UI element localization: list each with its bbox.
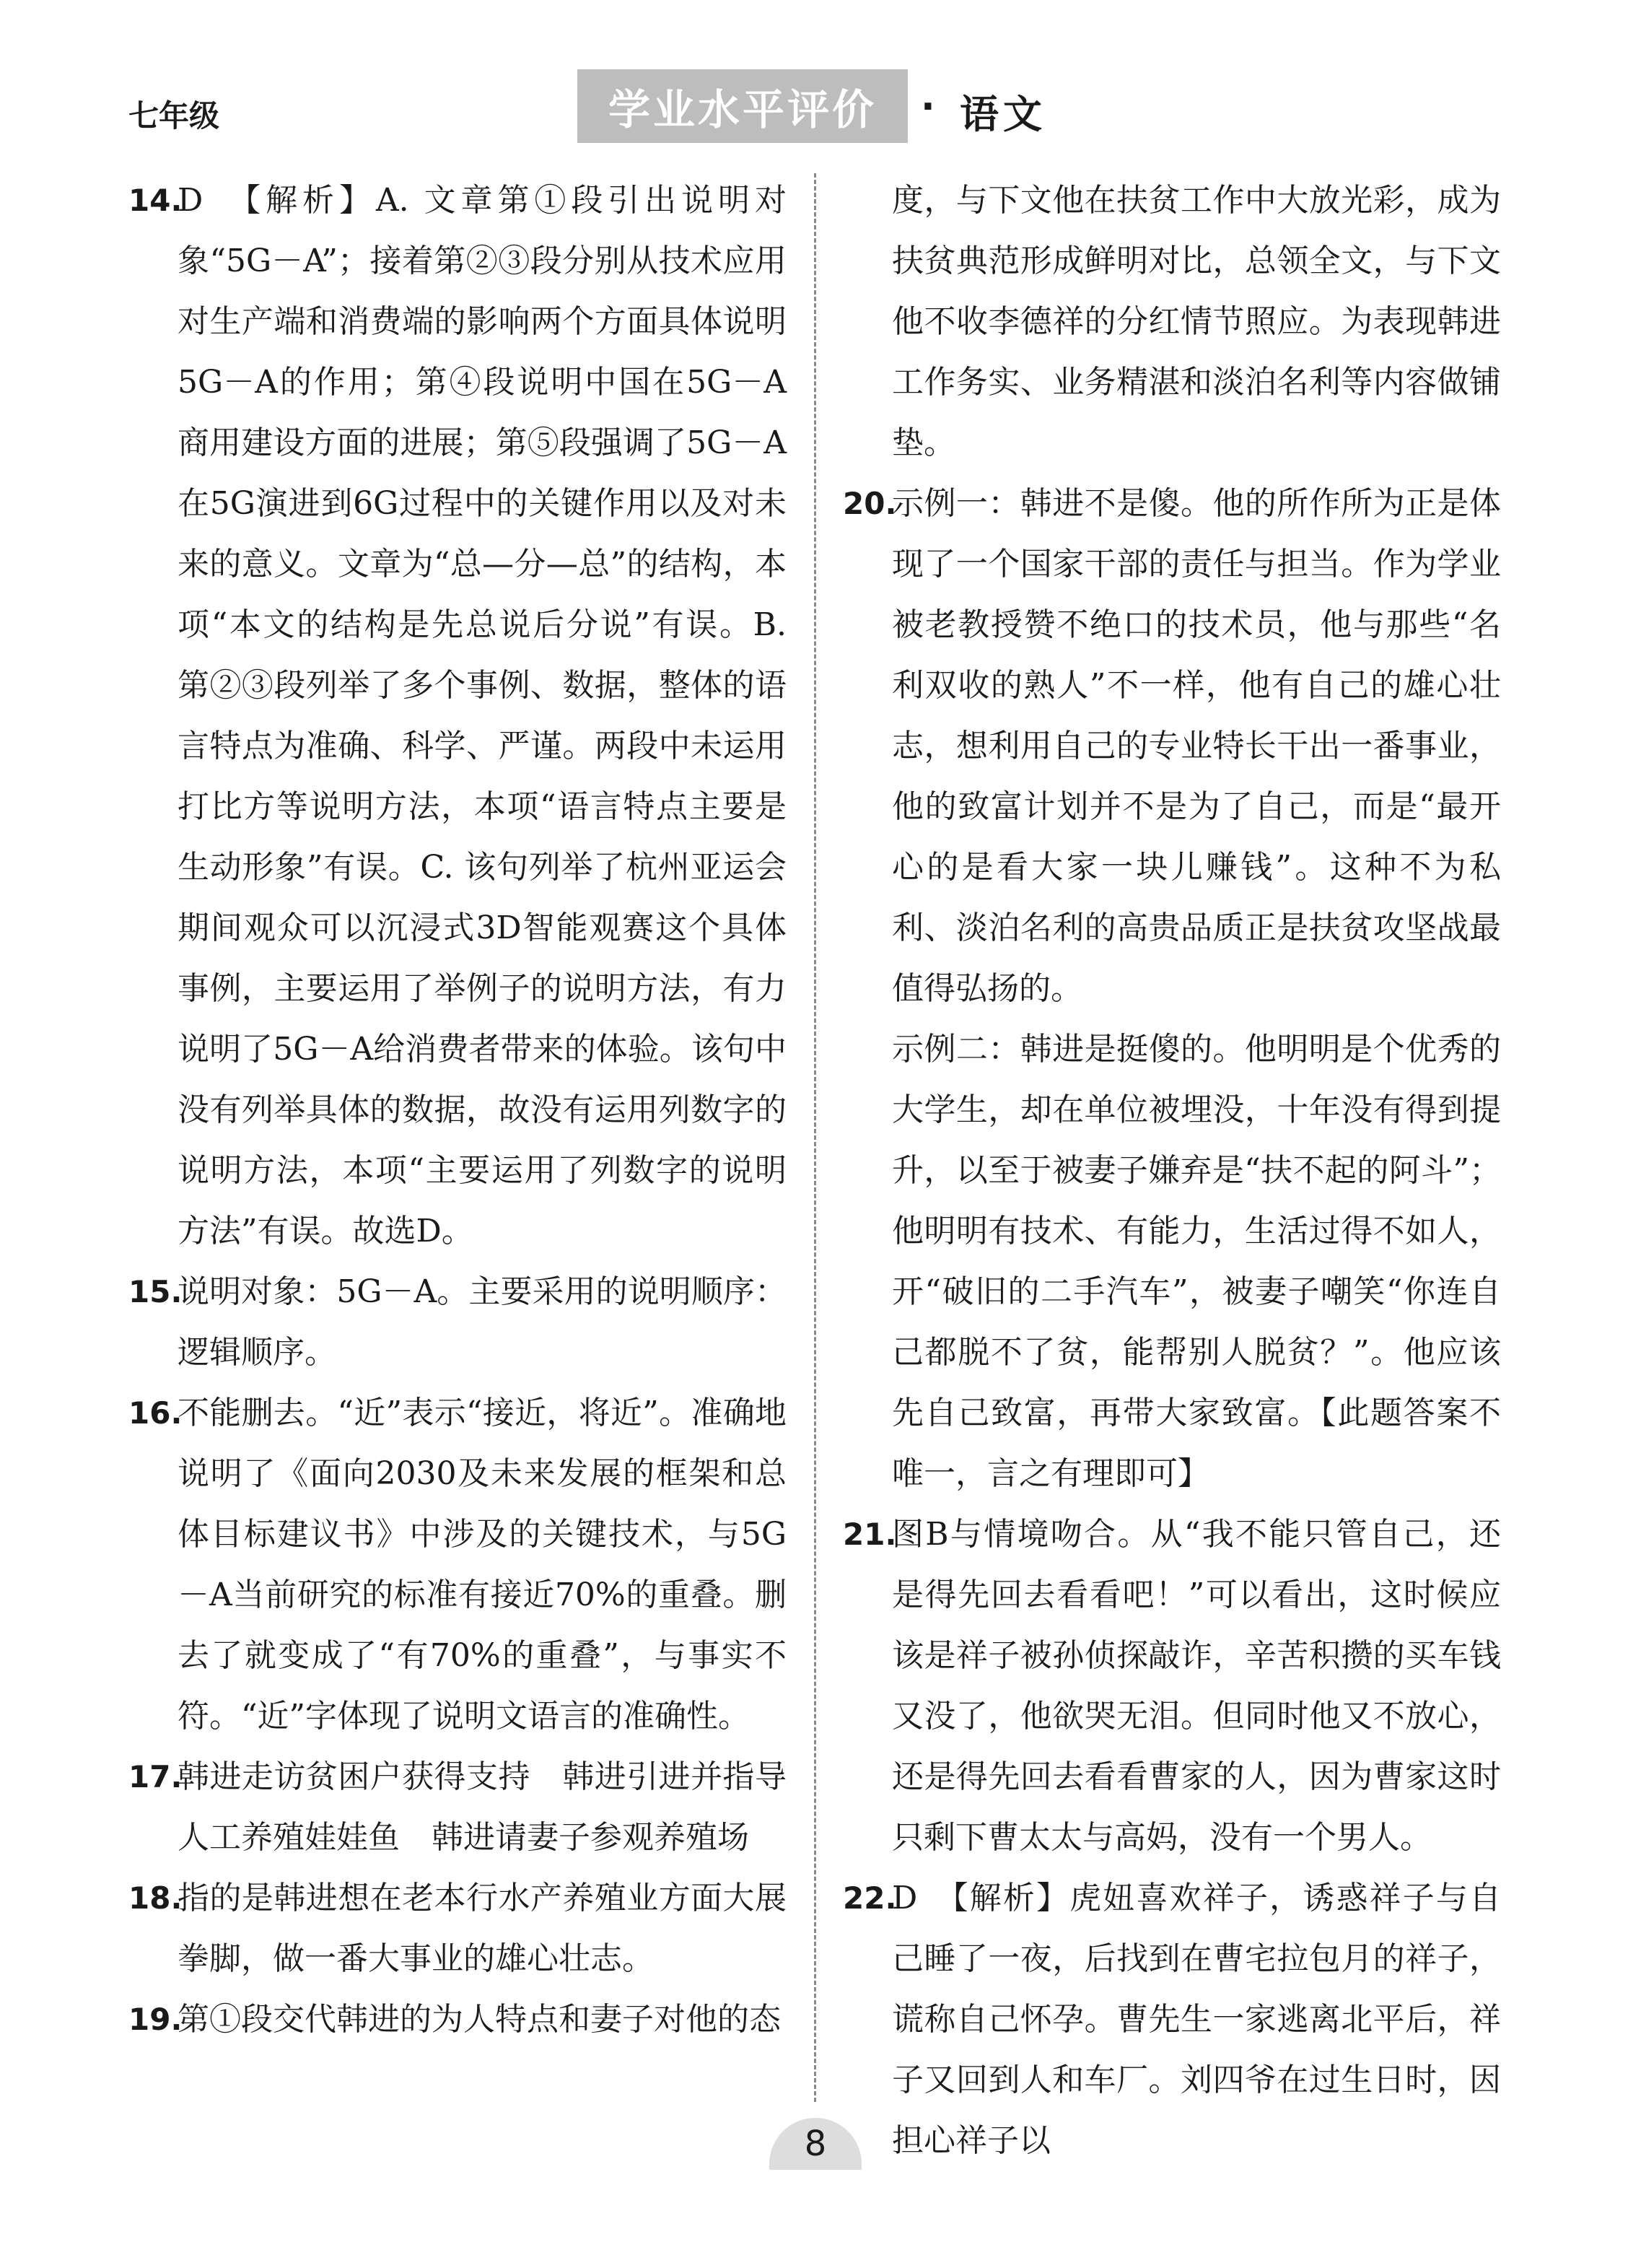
- answer-text: 不能删去。“近”表示“接近，将近”。准确地说明了《面向2030及未来发展的框架和总体目标建议书》中涉及的关键技术，与5G－A当前研究的标准有接近70%的重叠。删去了就变成了“有70%的重叠”，与事实不符。“近”字体现了说明文语言的准确性。: [178, 1395, 787, 1735]
- answer-text: 第①段交代韩进的为人特点和妻子对他的态: [178, 2001, 781, 2038]
- answer-19-continued: 度，与下文他在扶贫工作中大放光彩，成为扶贫典范形成鲜明对比，总领全文，与下文他不收李德祥的分红情节照应。为表现韩进工作务实、业务精湛和淡泊名利等内容做铺垫。: [892, 182, 1501, 461]
- answer-text: 示例一：韩进不是傻。他的所作所为正是体现了一个国家干部的责任与担当。作为学业被老教授赞不绝口的技术员，他与那些“名利双收的熟人”不一样，他有自己的雄心壮志，想利用自己的专业特长干出一番事业，他的致富计划并不是为了自己，而是“最开心的是看大家一块儿赚钱”。这种不为私利、淡泊名利的高贵品质正是扶贫攻坚战最值得弘扬的。: [892, 485, 1501, 1007]
- answer-19: [128, 1989, 787, 2050]
- answer-16: [128, 1383, 787, 1747]
- right-column: [843, 170, 1501, 2171]
- question-number: 15.: [128, 1274, 183, 1309]
- series-title: 学业水平评价: [577, 69, 908, 143]
- column-divider: [814, 173, 816, 2102]
- subject-title: 语文: [960, 91, 1046, 137]
- answer-text: 说明对象：5G－A。主要采用的说明顺序：逻辑顺序。: [178, 1273, 787, 1371]
- answer-15: [128, 1262, 787, 1383]
- question-number: 14.: [128, 183, 183, 218]
- question-number: 21.: [843, 1517, 897, 1552]
- title-separator: ·: [921, 85, 935, 128]
- answer-text: 图B与情境吻合。从“我不能只管自己，还是得先回去看看吧！”可以看出，这时候应该是祥子被孙侦探敲诈，辛苦积攒的买车钱又没了，他欲哭无泪。但同时他又不放心，还是得先回去看看曹家的人，因为曹家这时只剩下曹太太与高妈，没有一个男人。: [892, 1516, 1501, 1856]
- left-column: [128, 170, 787, 2050]
- answer-text: D 【解析】虎妞喜欢祥子，诱惑祥子与自己睡了一夜，后找到在曹宅拉包月的祥子，谎称自己怀孕。曹先生一家逃离北平后，祥子又回到人和车厂。刘四爷在过生日时，因担心祥子以: [892, 1880, 1501, 2159]
- page-number: 8: [769, 2118, 862, 2170]
- answer-text: D 【解析】A. 文章第①段引出说明对象“5G－A”；接着第②③段分别从技术应用对生产端和消费端的影响两个方面具体说明5G－A的作用；第④段说明中国在5G－A商用建设方面的进展；第⑤段强调了5G－A在5G演进到6G过程中的关键作用以及对未来的意义。文章为“总—分—总”的结构，本项“本文的结构是先总说后分说”有误。B. 第②③段列举了多个事例、数据，整体的语言特点为准确、科学、严谨。两段中未运用打比方等说明方法，本项“语言特点主要是生动形象”有误。C. 该句列举了杭州亚运会期间观众可以沉浸式3D智能观赛这个具体事例，主要运用了举例子的说明方法，有力说明了5G－A给消费者带来的体验。该句中没有列举具体的数据，故没有运用列数字的说明方法，本项“主要运用了列数字的说明方法”有误。故选D。: [178, 182, 787, 1249]
- question-number: 19.: [128, 2002, 183, 2037]
- answer-20-example-2: 示例二：韩进是挺傻的。他明明是个优秀的大学生，却在单位被埋没，十年没有得到提升，以至于被妻子嫌弃是“扶不起的阿斗”；他明明有技术、有能力，生活过得不如人，开“破旧的二手汽车”，被妻子嘲笑“你连自己都脱不了贫，能帮别人脱贫？”。他应该先自己致富，再带大家致富。【此题答案不唯一，言之有理即可】: [892, 1031, 1501, 1492]
- answer-text: 韩进走访贫困户获得支持 韩进引进并指导人工养殖娃娃鱼 韩进请妻子参观养殖场: [178, 1758, 787, 1856]
- answer-17: [128, 1747, 787, 1868]
- grade-label: 七年级: [128, 98, 220, 134]
- question-number: 20.: [843, 486, 897, 521]
- answer-20: [843, 474, 1501, 1019]
- answer-21: [843, 1504, 1501, 1868]
- question-number: 17.: [128, 1759, 183, 1794]
- question-number: 16.: [128, 1395, 183, 1431]
- answer-text: 指的是韩进想在老本行水产养殖业方面大展拳脚，做一番大事业的雄心壮志。: [178, 1880, 787, 1977]
- answer-14: [128, 170, 787, 1262]
- question-number: 18.: [128, 1880, 183, 1916]
- question-number: 22.: [843, 1880, 897, 1916]
- answer-18: [128, 1868, 787, 1989]
- answer-22: [843, 1868, 1501, 2171]
